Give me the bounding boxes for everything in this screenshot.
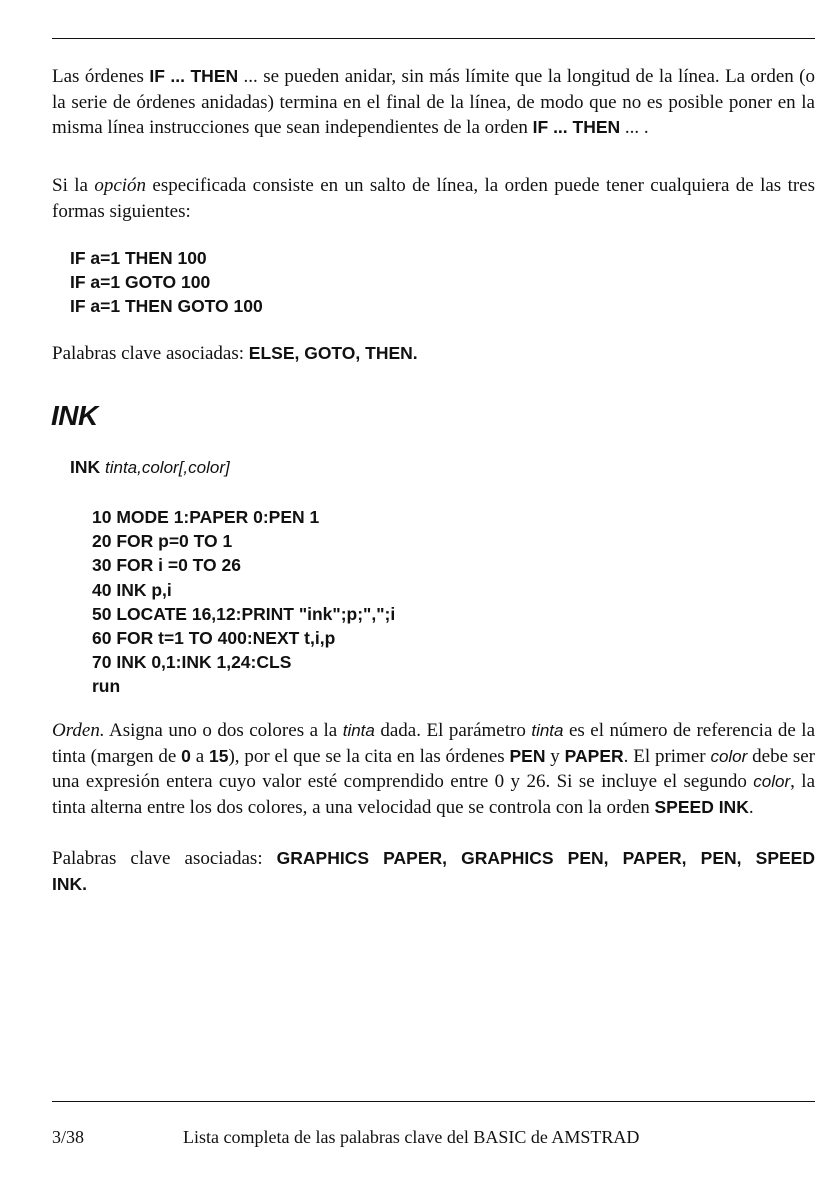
code-line: 40 INK p,i [92, 579, 172, 600]
code-line: 10 MODE 1:PAPER 0:PEN 1 [92, 507, 320, 527]
paragraph-if-then-nesting: Las órdenes IF ... THEN ... se pueden anidar, sin más límite que la longitud de la línea. La orden (o la serie de órdenes anidadas) termina en el final de la línea, de modo que no es posible poner en la misma línea instrucciones que sean independientes de la orden IF ... THEN ... . [52, 66, 816, 138]
associated-keywords-if: Palabras clave asociadas: ELSE, GOTO, THEN. [52, 343, 418, 364]
code-line: run [92, 676, 121, 697]
ink-syntax: INK tinta,color[,color] [70, 457, 230, 477]
code-line: 20 FOR p=0 TO 1 [92, 531, 233, 552]
footer-title: Lista completa de las palabras clave del BASIC de AMSTRAD [183, 1127, 640, 1147]
code-line: IF a=1 THEN 100 [70, 248, 207, 268]
code-line: IF a=1 GOTO 100 [70, 272, 211, 293]
code-line: 30 FOR i =0 TO 26 [92, 555, 241, 576]
code-line: 70 INK 0,1:INK 1,24:CLS [92, 652, 292, 673]
paragraph-ink-description: Orden. Asigna uno o dos colores a la tinta dada. El parámetro tinta es el número de referencia de la tinta (margen de 0 a 15), por el que se la cita en las órdenes PEN y PAPER. El primer color debe ser una expresión entera cuyo valor esté comprendido entre 0 y 26. Si se incluye el segundo color, la tinta alterna entre los dos colores, a una velocidad que se controla con la orden SPEED INK. [52, 720, 816, 818]
top-rule [52, 38, 815, 39]
bottom-rule [52, 1101, 815, 1102]
associated-keywords-ink: Palabras clave asociadas: GRAPHICS PAPER, GRAPHICS PEN, PAPER, PEN, SPEED INK. [52, 848, 815, 894]
if-forms-code-block [70, 246, 263, 319]
code-line: 50 LOCATE 16,12:PRINT "ink";p;",";i [92, 603, 396, 624]
footer-page-number: 3/38 [52, 1127, 85, 1147]
ink-example-program [92, 505, 395, 699]
code-line: IF a=1 THEN GOTO 100 [70, 296, 263, 317]
paragraph-jump-option: Si la opción especificada consiste en un salto de línea, la orden puede tener cualquiera de las tres formas siguientes: [52, 175, 816, 222]
code-line: 60 FOR t=1 TO 400:NEXT t,i,p [92, 628, 336, 649]
section-heading-ink: INK [51, 400, 98, 431]
